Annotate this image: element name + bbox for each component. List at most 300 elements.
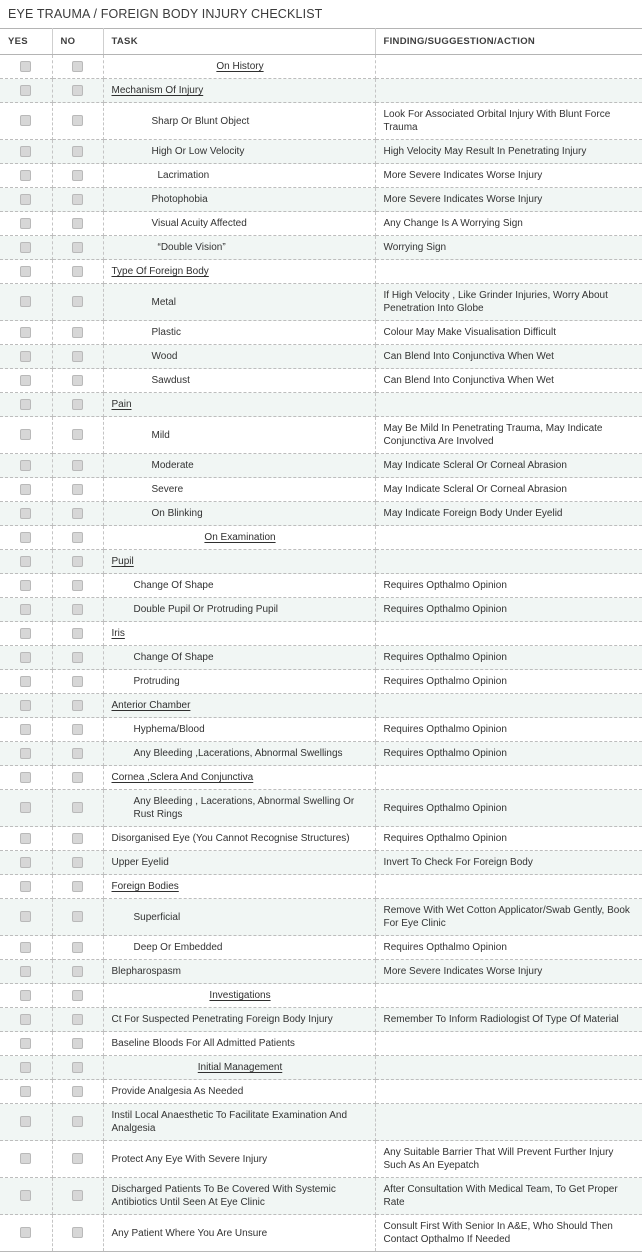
checkbox-cell-yes[interactable] bbox=[0, 766, 52, 790]
checkbox-cell-yes[interactable] bbox=[0, 236, 52, 260]
table-row bbox=[0, 742, 642, 766]
checkbox-yes-icon[interactable] bbox=[20, 724, 31, 735]
finding-cell bbox=[375, 622, 642, 646]
checkbox-no-icon[interactable] bbox=[72, 1086, 83, 1097]
checkbox-cell-yes[interactable] bbox=[0, 827, 52, 851]
table-row bbox=[0, 1032, 642, 1056]
task-cell bbox=[103, 1056, 375, 1080]
checkbox-yes-icon[interactable] bbox=[20, 1062, 31, 1073]
task-cell bbox=[103, 1080, 375, 1104]
checkbox-cell-yes[interactable] bbox=[0, 345, 52, 369]
task-cell bbox=[103, 369, 375, 393]
checkbox-cell-no[interactable] bbox=[52, 79, 103, 103]
finding-cell bbox=[375, 1080, 642, 1104]
checkbox-cell-no[interactable] bbox=[52, 454, 103, 478]
task-cell bbox=[103, 164, 375, 188]
task-label: Photophobia bbox=[151, 194, 208, 205]
checkbox-cell-yes[interactable] bbox=[0, 321, 52, 345]
checkbox-no-icon[interactable] bbox=[72, 990, 83, 1001]
finding-cell bbox=[375, 1215, 642, 1252]
checkbox-cell-yes[interactable] bbox=[0, 212, 52, 236]
table-row bbox=[0, 574, 642, 598]
checkbox-cell-yes[interactable] bbox=[0, 164, 52, 188]
page-title: EYE TRAUMA / FOREIGN BODY INJURY CHECKLIST bbox=[8, 7, 323, 21]
task-cell bbox=[103, 79, 375, 103]
checkbox-cell-yes[interactable] bbox=[0, 960, 52, 984]
table-row bbox=[0, 212, 642, 236]
task-cell bbox=[103, 574, 375, 598]
checkbox-no-icon[interactable] bbox=[72, 1153, 83, 1164]
task-label: Any Patient Where You Are Unsure bbox=[111, 1227, 268, 1239]
checkbox-yes-icon[interactable] bbox=[20, 990, 31, 1001]
table-row bbox=[0, 140, 642, 164]
checkbox-yes-icon[interactable] bbox=[20, 1038, 31, 1049]
checkbox-no-icon[interactable] bbox=[72, 556, 83, 567]
task-label: Disorganised Eye (You Cannot Recognise Structures) bbox=[111, 833, 350, 844]
task-label: Iris bbox=[111, 628, 125, 639]
checkbox-no-icon[interactable] bbox=[72, 460, 83, 471]
checkbox-cell-no[interactable] bbox=[52, 1032, 103, 1056]
task-cell bbox=[103, 417, 375, 454]
finding-label: High Velocity May Result In Penetrating Injury bbox=[383, 146, 587, 157]
checkbox-no-icon[interactable] bbox=[72, 146, 83, 157]
task-label: Change Of Shape bbox=[133, 652, 214, 663]
column-header-no: NO bbox=[52, 29, 103, 55]
finding-cell bbox=[375, 321, 642, 345]
table-row bbox=[0, 526, 642, 550]
finding-label: Requires Opthalmo Opinion bbox=[383, 724, 507, 735]
checkbox-cell-yes[interactable] bbox=[0, 526, 52, 550]
checkbox-yes-icon[interactable] bbox=[20, 351, 31, 362]
checkbox-cell-yes[interactable] bbox=[0, 598, 52, 622]
checkbox-cell-no[interactable] bbox=[52, 766, 103, 790]
checkbox-cell-yes[interactable] bbox=[0, 694, 52, 718]
checkbox-yes-icon[interactable] bbox=[20, 170, 31, 181]
finding-cell bbox=[375, 670, 642, 694]
checkbox-cell-yes[interactable] bbox=[0, 260, 52, 284]
checkbox-no-icon[interactable] bbox=[72, 351, 83, 362]
finding-label: Requires Opthalmo Opinion bbox=[383, 748, 507, 759]
checkbox-yes-icon[interactable] bbox=[20, 966, 31, 977]
checkbox-cell-no[interactable] bbox=[52, 550, 103, 574]
checkbox-cell-no[interactable] bbox=[52, 1104, 103, 1141]
checkbox-no-icon[interactable] bbox=[72, 748, 83, 759]
task-cell bbox=[103, 140, 375, 164]
checkbox-cell-no[interactable] bbox=[52, 417, 103, 454]
checkbox-no-icon[interactable] bbox=[72, 1190, 83, 1201]
task-label: Sharp Or Blunt Object bbox=[151, 115, 250, 127]
checkbox-yes-icon[interactable] bbox=[20, 532, 31, 543]
finding-cell bbox=[375, 984, 642, 1008]
checkbox-cell-no[interactable] bbox=[52, 742, 103, 766]
finding-cell bbox=[375, 393, 642, 417]
task-label: Mechanism Of Injury bbox=[111, 85, 204, 96]
task-label: Double Pupil Or Protruding Pupil bbox=[133, 604, 279, 615]
checkbox-cell-yes[interactable] bbox=[0, 393, 52, 417]
checkbox-no-icon[interactable] bbox=[72, 399, 83, 410]
finding-cell bbox=[375, 417, 642, 454]
finding-label: After Consultation With Medical Team, To Get Proper Rate bbox=[383, 1184, 618, 1208]
checkbox-no-icon[interactable] bbox=[72, 242, 83, 253]
task-cell bbox=[103, 103, 375, 140]
task-cell bbox=[103, 936, 375, 960]
checkbox-no-icon[interactable] bbox=[72, 1062, 83, 1073]
table-row bbox=[0, 103, 642, 140]
checkbox-cell-yes[interactable] bbox=[0, 1056, 52, 1080]
checkbox-cell-no[interactable] bbox=[52, 1141, 103, 1178]
task-cell bbox=[103, 478, 375, 502]
finding-label: More Severe Indicates Worse Injury bbox=[383, 966, 543, 977]
task-cell bbox=[103, 851, 375, 875]
checkbox-cell-no[interactable] bbox=[52, 284, 103, 321]
finding-label: More Severe Indicates Worse Injury bbox=[383, 194, 543, 205]
table-row bbox=[0, 236, 642, 260]
checkbox-cell-no[interactable] bbox=[52, 188, 103, 212]
table-row bbox=[0, 622, 642, 646]
finding-cell bbox=[375, 79, 642, 103]
checkbox-cell-no[interactable] bbox=[52, 694, 103, 718]
checkbox-cell-yes[interactable] bbox=[0, 851, 52, 875]
checkbox-no-icon[interactable] bbox=[72, 676, 83, 687]
table-row bbox=[0, 260, 642, 284]
checkbox-cell-no[interactable] bbox=[52, 875, 103, 899]
checkbox-cell-yes[interactable] bbox=[0, 1080, 52, 1104]
checkbox-yes-icon[interactable] bbox=[20, 556, 31, 567]
task-cell bbox=[103, 502, 375, 526]
checkbox-cell-no[interactable] bbox=[52, 164, 103, 188]
checkbox-no-icon[interactable] bbox=[72, 532, 83, 543]
checkbox-cell-no[interactable] bbox=[52, 369, 103, 393]
checkbox-no-icon[interactable] bbox=[72, 484, 83, 495]
checkbox-cell-yes[interactable] bbox=[0, 502, 52, 526]
finding-cell bbox=[375, 454, 642, 478]
finding-label: Requires Opthalmo Opinion bbox=[383, 652, 507, 663]
finding-label: Remove With Wet Cotton Applicator/Swab Gently, Book For Eye Clinic bbox=[383, 905, 630, 929]
checkbox-yes-icon[interactable] bbox=[20, 833, 31, 844]
checkbox-yes-icon[interactable] bbox=[20, 857, 31, 868]
finding-cell bbox=[375, 260, 642, 284]
checkbox-yes-icon[interactable] bbox=[20, 676, 31, 687]
checkbox-no-icon[interactable] bbox=[72, 1116, 83, 1127]
checkbox-yes-icon[interactable] bbox=[20, 399, 31, 410]
checkbox-cell-no[interactable] bbox=[52, 1215, 103, 1252]
task-cell bbox=[103, 718, 375, 742]
checkbox-no-icon[interactable] bbox=[72, 115, 83, 126]
checkbox-cell-yes[interactable] bbox=[0, 454, 52, 478]
checkbox-cell-yes[interactable] bbox=[0, 622, 52, 646]
task-label: Blepharospasm bbox=[111, 966, 181, 977]
checkbox-cell-no[interactable] bbox=[52, 321, 103, 345]
finding-label: Look For Associated Orbital Injury With Blunt Force Trauma bbox=[383, 109, 611, 133]
checkbox-cell-yes[interactable] bbox=[0, 875, 52, 899]
checkbox-yes-icon[interactable] bbox=[20, 146, 31, 157]
task-label: Instil Local Anaesthetic To Facilitate Examination And Analgesia bbox=[111, 1110, 348, 1134]
checkbox-no-icon[interactable] bbox=[72, 85, 83, 96]
checkbox-no-icon[interactable] bbox=[72, 700, 83, 711]
checkbox-yes-icon[interactable] bbox=[20, 604, 31, 615]
checkbox-yes-icon[interactable] bbox=[20, 700, 31, 711]
checkbox-yes-icon[interactable] bbox=[20, 460, 31, 471]
checkbox-cell-no[interactable] bbox=[52, 790, 103, 827]
task-cell bbox=[103, 284, 375, 321]
checkbox-cell-yes[interactable] bbox=[0, 417, 52, 454]
task-label: Lacrimation bbox=[157, 170, 210, 181]
checkbox-cell-no[interactable] bbox=[52, 1178, 103, 1215]
checkbox-yes-icon[interactable] bbox=[20, 85, 31, 96]
checkbox-cell-yes[interactable] bbox=[0, 284, 52, 321]
checkbox-cell-yes[interactable] bbox=[0, 140, 52, 164]
checkbox-cell-yes[interactable] bbox=[0, 742, 52, 766]
checkbox-cell-yes[interactable] bbox=[0, 718, 52, 742]
checkbox-yes-icon[interactable] bbox=[20, 266, 31, 277]
checkbox-yes-icon[interactable] bbox=[20, 508, 31, 519]
checkbox-no-icon[interactable] bbox=[72, 857, 83, 868]
checkbox-no-icon[interactable] bbox=[72, 802, 83, 813]
checkbox-no-icon[interactable] bbox=[72, 652, 83, 663]
checkbox-cell-no[interactable] bbox=[52, 1056, 103, 1080]
checkbox-cell-no[interactable] bbox=[52, 670, 103, 694]
checkbox-no-icon[interactable] bbox=[72, 881, 83, 892]
table-row bbox=[0, 851, 642, 875]
checkbox-cell-no[interactable] bbox=[52, 212, 103, 236]
checkbox-yes-icon[interactable] bbox=[20, 881, 31, 892]
checkbox-cell-yes[interactable] bbox=[0, 574, 52, 598]
checkbox-cell-yes[interactable] bbox=[0, 670, 52, 694]
finding-label: Requires Opthalmo Opinion bbox=[383, 802, 507, 814]
finding-cell bbox=[375, 1008, 642, 1032]
checkbox-cell-no[interactable] bbox=[52, 55, 103, 79]
finding-cell bbox=[375, 1141, 642, 1178]
task-cell bbox=[103, 790, 375, 827]
checkbox-no-icon[interactable] bbox=[72, 266, 83, 277]
checkbox-no-icon[interactable] bbox=[72, 1227, 83, 1238]
task-label: “Double Vision” bbox=[157, 242, 226, 253]
checkbox-yes-icon[interactable] bbox=[20, 218, 31, 229]
checkbox-cell-yes[interactable] bbox=[0, 1008, 52, 1032]
task-label: Visual Acuity Affected bbox=[151, 218, 247, 229]
checkbox-no-icon[interactable] bbox=[72, 942, 83, 953]
finding-label: May Indicate Scleral Or Corneal Abrasion bbox=[383, 484, 567, 495]
table-row bbox=[0, 1215, 642, 1252]
checkbox-cell-no[interactable] bbox=[52, 260, 103, 284]
checkbox-no-icon[interactable] bbox=[72, 170, 83, 181]
checkbox-no-icon[interactable] bbox=[72, 1014, 83, 1025]
checkbox-no-icon[interactable] bbox=[72, 628, 83, 639]
checkbox-yes-icon[interactable] bbox=[20, 652, 31, 663]
checkbox-cell-no[interactable] bbox=[52, 526, 103, 550]
table-header bbox=[0, 29, 642, 55]
checkbox-yes-icon[interactable] bbox=[20, 580, 31, 591]
checkbox-no-icon[interactable] bbox=[72, 61, 83, 72]
checkbox-no-icon[interactable] bbox=[72, 296, 83, 307]
checkbox-yes-icon[interactable] bbox=[20, 194, 31, 205]
task-label: Upper Eyelid bbox=[111, 857, 169, 868]
task-cell bbox=[103, 960, 375, 984]
checkbox-no-icon[interactable] bbox=[72, 772, 83, 783]
task-label: Type Of Foreign Body bbox=[111, 266, 209, 277]
finding-cell bbox=[375, 526, 642, 550]
task-label: On History bbox=[216, 61, 264, 72]
task-cell bbox=[103, 55, 375, 79]
table-row bbox=[0, 694, 642, 718]
table-row bbox=[0, 875, 642, 899]
checkbox-yes-icon[interactable] bbox=[20, 1116, 31, 1127]
checkbox-cell-yes[interactable] bbox=[0, 984, 52, 1008]
checkbox-cell-yes[interactable] bbox=[0, 79, 52, 103]
checkbox-cell-no[interactable] bbox=[52, 393, 103, 417]
checkbox-cell-no[interactable] bbox=[52, 827, 103, 851]
checkbox-no-icon[interactable] bbox=[72, 580, 83, 591]
checkbox-cell-no[interactable] bbox=[52, 622, 103, 646]
finding-cell bbox=[375, 164, 642, 188]
task-label: Discharged Patients To Be Covered With Systemic Antibiotics Until Seen At Eye Clinic bbox=[111, 1184, 336, 1208]
checkbox-yes-icon[interactable] bbox=[20, 484, 31, 495]
task-cell bbox=[103, 1104, 375, 1141]
checkbox-cell-no[interactable] bbox=[52, 936, 103, 960]
checkbox-cell-yes[interactable] bbox=[0, 103, 52, 140]
checkbox-yes-icon[interactable] bbox=[20, 1190, 31, 1201]
checkbox-cell-yes[interactable] bbox=[0, 936, 52, 960]
checkbox-no-icon[interactable] bbox=[72, 218, 83, 229]
checkbox-cell-no[interactable] bbox=[52, 718, 103, 742]
checkbox-cell-no[interactable] bbox=[52, 478, 103, 502]
checkbox-cell-no[interactable] bbox=[52, 574, 103, 598]
task-cell bbox=[103, 670, 375, 694]
finding-cell bbox=[375, 1056, 642, 1080]
checkbox-cell-no[interactable] bbox=[52, 103, 103, 140]
checkbox-yes-icon[interactable] bbox=[20, 1153, 31, 1164]
task-label: Ct For Suspected Penetrating Foreign Body Injury bbox=[111, 1014, 333, 1025]
table-row bbox=[0, 1104, 642, 1141]
checkbox-cell-no[interactable] bbox=[52, 236, 103, 260]
checkbox-cell-yes[interactable] bbox=[0, 188, 52, 212]
finding-cell bbox=[375, 550, 642, 574]
finding-cell bbox=[375, 646, 642, 670]
checkbox-yes-icon[interactable] bbox=[20, 1014, 31, 1025]
finding-cell bbox=[375, 369, 642, 393]
checkbox-yes-icon[interactable] bbox=[20, 61, 31, 72]
table-row bbox=[0, 960, 642, 984]
finding-cell bbox=[375, 1032, 642, 1056]
checkbox-cell-yes[interactable] bbox=[0, 55, 52, 79]
table-row bbox=[0, 417, 642, 454]
table-row bbox=[0, 1056, 642, 1080]
task-cell bbox=[103, 766, 375, 790]
checkbox-cell-yes[interactable] bbox=[0, 369, 52, 393]
checkbox-cell-yes[interactable] bbox=[0, 899, 52, 936]
checkbox-no-icon[interactable] bbox=[72, 194, 83, 205]
finding-label: Any Change Is A Worrying Sign bbox=[383, 218, 523, 229]
task-label: Plastic bbox=[151, 327, 181, 338]
checkbox-no-icon[interactable] bbox=[72, 429, 83, 440]
checkbox-no-icon[interactable] bbox=[72, 327, 83, 338]
checkbox-cell-yes[interactable] bbox=[0, 1104, 52, 1141]
finding-cell bbox=[375, 188, 642, 212]
checkbox-cell-no[interactable] bbox=[52, 1080, 103, 1104]
checkbox-yes-icon[interactable] bbox=[20, 429, 31, 440]
checkbox-yes-icon[interactable] bbox=[20, 942, 31, 953]
checkbox-cell-yes[interactable] bbox=[0, 646, 52, 670]
checkbox-no-icon[interactable] bbox=[72, 604, 83, 615]
checkbox-yes-icon[interactable] bbox=[20, 628, 31, 639]
task-label: Pain bbox=[111, 399, 132, 410]
task-cell bbox=[103, 345, 375, 369]
checkbox-cell-yes[interactable] bbox=[0, 1215, 52, 1252]
finding-cell bbox=[375, 212, 642, 236]
task-cell bbox=[103, 1215, 375, 1252]
checkbox-yes-icon[interactable] bbox=[20, 375, 31, 386]
checkbox-yes-icon[interactable] bbox=[20, 242, 31, 253]
task-cell bbox=[103, 321, 375, 345]
checkbox-yes-icon[interactable] bbox=[20, 772, 31, 783]
checkbox-cell-no[interactable] bbox=[52, 960, 103, 984]
task-label: Sawdust bbox=[151, 375, 190, 386]
checkbox-cell-yes[interactable] bbox=[0, 790, 52, 827]
task-cell bbox=[103, 694, 375, 718]
checklist-table bbox=[0, 28, 642, 1252]
task-cell bbox=[103, 827, 375, 851]
finding-cell bbox=[375, 1178, 642, 1215]
finding-cell bbox=[375, 875, 642, 899]
checkbox-yes-icon[interactable] bbox=[20, 115, 31, 126]
checkbox-no-icon[interactable] bbox=[72, 1038, 83, 1049]
checkbox-yes-icon[interactable] bbox=[20, 802, 31, 813]
table-row bbox=[0, 670, 642, 694]
checkbox-yes-icon[interactable] bbox=[20, 327, 31, 338]
finding-cell bbox=[375, 718, 642, 742]
task-label: Mild bbox=[151, 429, 170, 441]
checkbox-yes-icon[interactable] bbox=[20, 296, 31, 307]
table-row bbox=[0, 1008, 642, 1032]
task-cell bbox=[103, 550, 375, 574]
task-label: Cornea ,Sclera And Conjunctiva bbox=[111, 772, 254, 783]
checkbox-no-icon[interactable] bbox=[72, 911, 83, 922]
checkbox-yes-icon[interactable] bbox=[20, 1086, 31, 1097]
checkbox-no-icon[interactable] bbox=[72, 508, 83, 519]
checkbox-cell-no[interactable] bbox=[52, 345, 103, 369]
checkbox-cell-no[interactable] bbox=[52, 1008, 103, 1032]
checkbox-cell-no[interactable] bbox=[52, 646, 103, 670]
checkbox-yes-icon[interactable] bbox=[20, 1227, 31, 1238]
checkbox-cell-no[interactable] bbox=[52, 984, 103, 1008]
checkbox-cell-no[interactable] bbox=[52, 598, 103, 622]
checkbox-cell-no[interactable] bbox=[52, 851, 103, 875]
checkbox-yes-icon[interactable] bbox=[20, 748, 31, 759]
table-row bbox=[0, 984, 642, 1008]
table-row bbox=[0, 188, 642, 212]
checkbox-no-icon[interactable] bbox=[72, 724, 83, 735]
checkbox-cell-yes[interactable] bbox=[0, 1141, 52, 1178]
task-cell bbox=[103, 646, 375, 670]
checkbox-yes-icon[interactable] bbox=[20, 911, 31, 922]
checkbox-cell-yes[interactable] bbox=[0, 1178, 52, 1215]
checkbox-cell-yes[interactable] bbox=[0, 1032, 52, 1056]
checkbox-no-icon[interactable] bbox=[72, 966, 83, 977]
checkbox-no-icon[interactable] bbox=[72, 833, 83, 844]
finding-cell bbox=[375, 502, 642, 526]
checkbox-cell-no[interactable] bbox=[52, 502, 103, 526]
checkbox-cell-yes[interactable] bbox=[0, 478, 52, 502]
finding-label: Requires Opthalmo Opinion bbox=[383, 833, 507, 844]
checkbox-cell-no[interactable] bbox=[52, 899, 103, 936]
task-cell bbox=[103, 984, 375, 1008]
checkbox-no-icon[interactable] bbox=[72, 375, 83, 386]
finding-cell bbox=[375, 742, 642, 766]
task-cell bbox=[103, 598, 375, 622]
checkbox-cell-no[interactable] bbox=[52, 140, 103, 164]
table-row bbox=[0, 936, 642, 960]
checkbox-cell-yes[interactable] bbox=[0, 550, 52, 574]
